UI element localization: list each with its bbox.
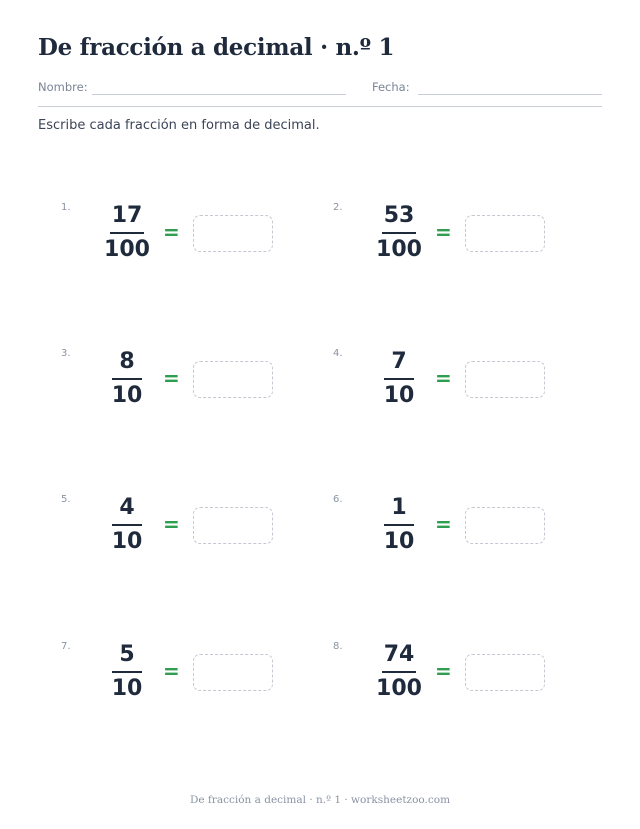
numerator: 4: [119, 495, 135, 520]
fraction-bar: [112, 671, 142, 673]
fraction: [373, 202, 425, 264]
answer-box[interactable]: [193, 215, 273, 252]
problem-number: 7.: [61, 641, 71, 652]
fraction: [101, 641, 153, 703]
problem-number: 1.: [61, 202, 71, 213]
fraction-bar: [384, 378, 414, 380]
answer-box[interactable]: [465, 654, 545, 691]
problem-number: 3.: [61, 348, 71, 359]
equals-sign: =: [163, 512, 180, 536]
footer: De fracción a decimal · n.º 1 · worksheetzoo.com: [189, 794, 451, 806]
equals-sign: =: [435, 512, 452, 536]
problem-8: [333, 641, 593, 721]
instructions: Escribe cada fracción en forma de decimal.: [38, 118, 320, 133]
name-label: Nombre:: [38, 80, 88, 94]
problem-6: [333, 494, 593, 574]
equals-sign: =: [163, 659, 180, 683]
denominator: 10: [111, 676, 143, 701]
numerator: 8: [119, 349, 135, 374]
date-label: Fecha:: [372, 80, 410, 94]
numerator: 53: [383, 203, 415, 228]
fraction: [101, 348, 153, 410]
name-line[interactable]: [92, 94, 346, 95]
problem-3: [61, 348, 321, 428]
numerator: 74: [383, 642, 415, 667]
numerator: 5: [119, 642, 135, 667]
denominator: 10: [383, 529, 415, 554]
fraction-bar: [112, 378, 142, 380]
answer-box[interactable]: [465, 507, 545, 544]
fraction: [373, 494, 425, 556]
denominator: 100: [376, 676, 422, 701]
fraction: [373, 641, 425, 703]
worksheet-title: De fracción a decimal · n.º 1: [38, 34, 395, 61]
denominator: 10: [111, 529, 143, 554]
answer-box[interactable]: [193, 507, 273, 544]
denominator: 10: [383, 383, 415, 408]
fraction-bar: [382, 671, 416, 673]
problem-4: [333, 348, 593, 428]
problem-number: 4.: [333, 348, 343, 359]
denominator: 100: [104, 237, 150, 262]
problem-2: [333, 202, 593, 282]
fraction: [101, 494, 153, 556]
numerator: 7: [391, 349, 407, 374]
name-date-row: [38, 80, 602, 100]
numerator: 1: [391, 495, 407, 520]
equals-sign: =: [163, 366, 180, 390]
fraction-bar: [384, 524, 414, 526]
fraction-bar: [112, 524, 142, 526]
problem-number: 8.: [333, 641, 343, 652]
denominator: 100: [376, 237, 422, 262]
fraction: [373, 348, 425, 410]
answer-box[interactable]: [193, 361, 273, 398]
date-line[interactable]: [418, 94, 602, 95]
problem-5: [61, 494, 321, 574]
answer-box[interactable]: [193, 654, 273, 691]
header-divider: [38, 106, 602, 107]
answer-box[interactable]: [465, 215, 545, 252]
problem-number: 6.: [333, 494, 343, 505]
fraction: [101, 202, 153, 264]
equals-sign: =: [435, 366, 452, 390]
equals-sign: =: [435, 659, 452, 683]
answer-box[interactable]: [465, 361, 545, 398]
problem-number: 5.: [61, 494, 71, 505]
fraction-bar: [110, 232, 144, 234]
denominator: 10: [111, 383, 143, 408]
fraction-bar: [382, 232, 416, 234]
equals-sign: =: [163, 220, 180, 244]
numerator: 17: [111, 203, 143, 228]
equals-sign: =: [435, 220, 452, 244]
problem-number: 2.: [333, 202, 343, 213]
problem-7: [61, 641, 321, 721]
problem-1: [61, 202, 321, 282]
